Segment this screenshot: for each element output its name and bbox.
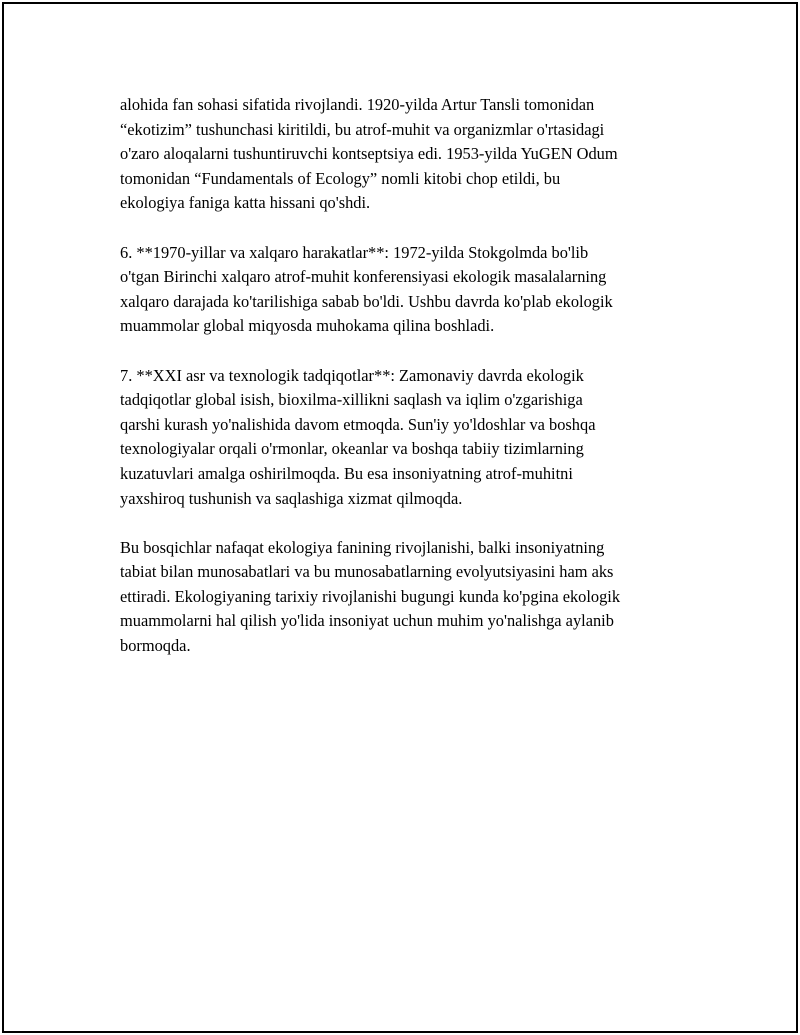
paragraph-1970s-international-movements: 6. **1970-yillar va xalqaro harakatlar**: 1972-yilda Stokgolmda bo'lib o'tgan Birinchi xalqaro atrof-muhit konferensiyasi ekologik masalalarning xalqaro darajada ko'tarilishiga sabab bo'ldi. Ushbu davrda ko'plab ekologik muammolar global miqyosda muhokama qilina boshladi. bbox=[120, 242, 613, 336]
document-body bbox=[120, 93, 700, 683]
paragraph-21st-century-research: 7. **XXI asr va texnologik tadqiqotlar**: Zamonaviy davrda ekologik tadqiqotlar global isish, bioxilma-xillikni saqlash va iqlim o'zgarishiga qarshi kurash yo'nalishida davom etmoqda. Sun'iy yo'ldoshlar va boshqa texnologiyalar orqali o'rmonlar, okeanlar va boshqa tabiiy tizimlarning kuzatuvlari amalga oshirilmoqda. Bu esa insoniyatning atrof-muhitni yaxshiroq tushunish va saqlashiga xizmat qilmoqda. bbox=[120, 365, 596, 508]
paragraph-ecology-history-continued: alohida fan sohasi sifatida rivojlandi. 1920-yilda Artur Tansli tomonidan “ekotizim” tushunchasi kiritildi, bu atrof-muhit va organizmlar o'rtasidagi o'zaro aloqalarni tushuntiruvchi kontseptsiya edi. 1953-yilda YuGEN Odum tomonidan “Fundamentals of Ecology” nomli kitobi chop etildi, bu ekologiya faniga katta hissani qo'shdi. bbox=[120, 95, 618, 213]
document-page bbox=[2, 2, 798, 1033]
paragraph-conclusion: Bu bosqichlar nafaqat ekologiya fanining rivojlanishi, balki insoniyatning tabiat bilan munosabatlari va bu munosabatlarning evolyutsiyasini ham aks ettiradi. Ekologiyaning tarixiy rivojlanishi bugungi kunda ko'pgina ekologik muammolarni hal qilish yo'lida insoniyat uchun muhim yo'nalishga aylanib bormoqda. bbox=[120, 537, 621, 656]
